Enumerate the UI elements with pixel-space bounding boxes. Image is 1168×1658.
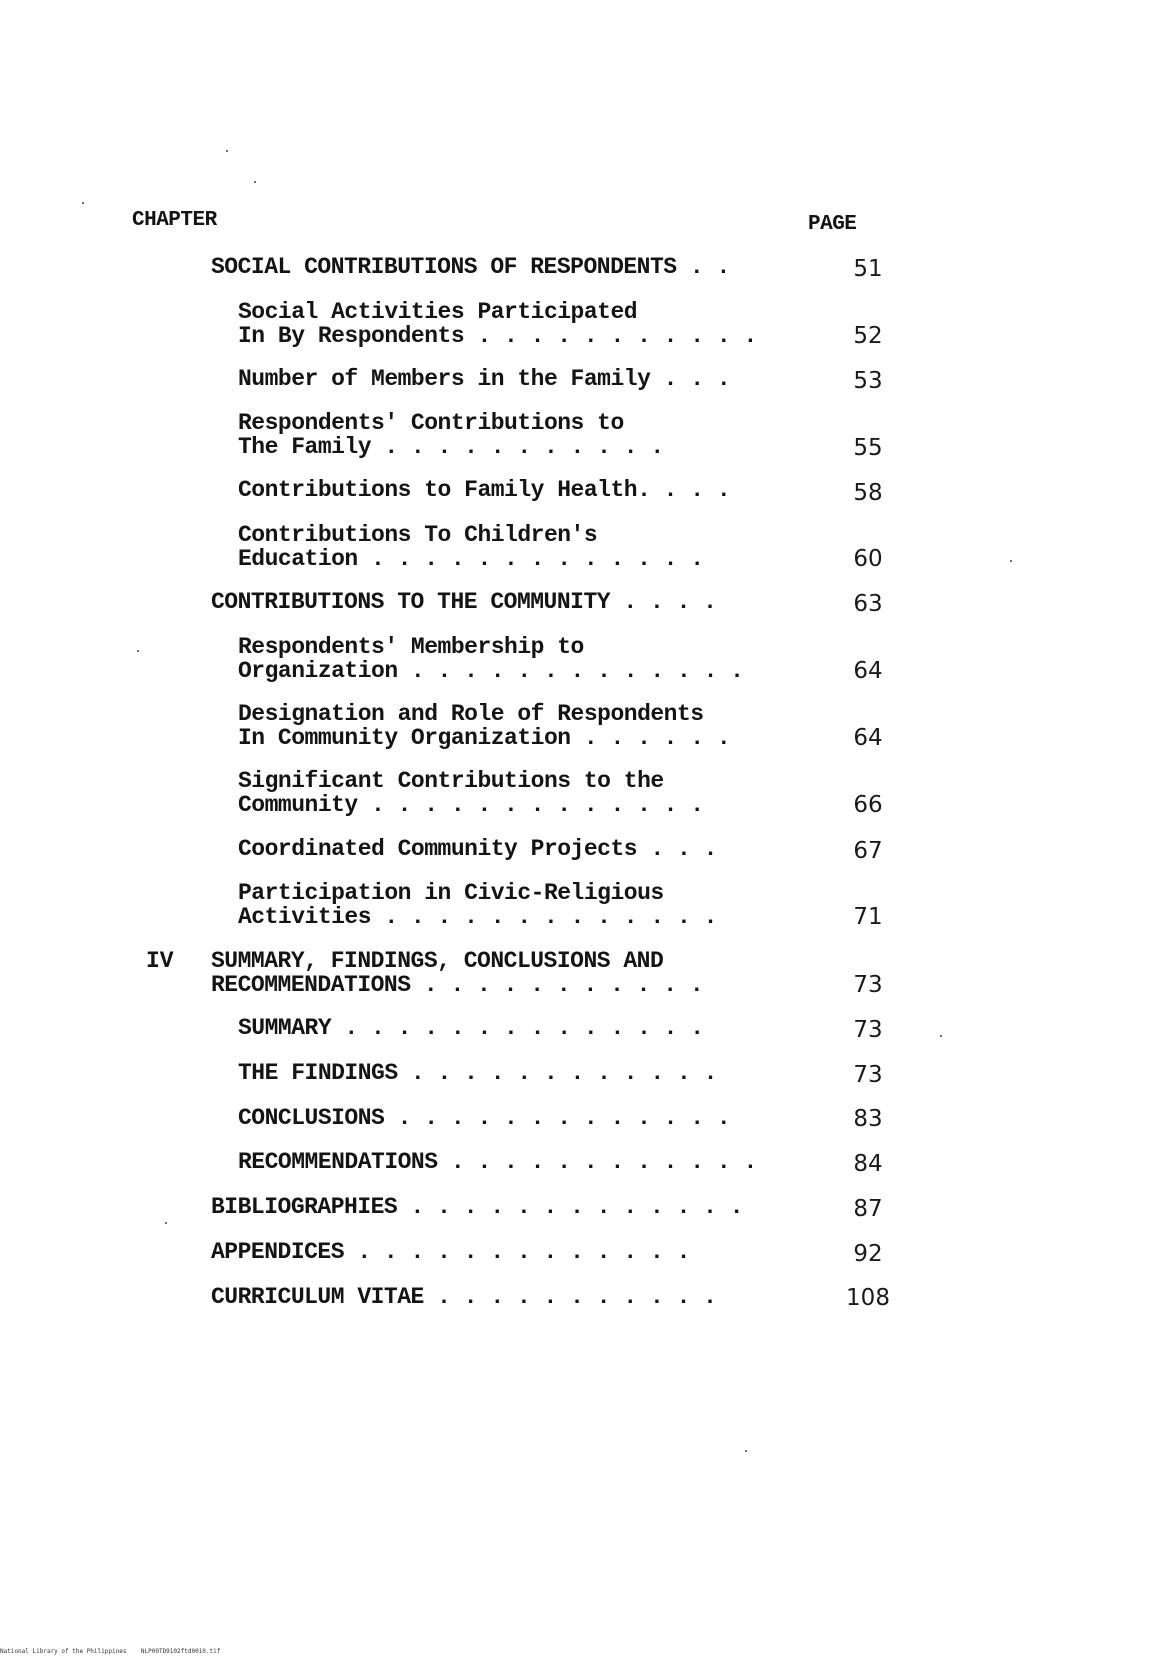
page-number: 58	[853, 480, 883, 506]
page-number: 92	[853, 1241, 883, 1267]
scan-speck	[745, 1450, 747, 1452]
entry-title-line: SUMMARY, FINDINGS, CONCLUSIONS AND	[211, 948, 664, 974]
toc-entry-social-activities	[238, 300, 757, 348]
page-number: 55	[853, 435, 883, 461]
entry-title-line: Participation in Civic-Religious	[238, 880, 664, 906]
scan-speck	[82, 202, 84, 204]
entry-title-line: Respondents' Membership to	[238, 634, 584, 660]
page-number: 84	[853, 1151, 883, 1177]
entry-title-line: SOCIAL CONTRIBUTIONS OF RESPONDENTS . .	[211, 254, 730, 280]
entry-title-line: Activities . . . . . . . . . . . . .	[238, 904, 717, 930]
page-number: 64	[853, 725, 883, 751]
chapter-numeral: IV	[146, 948, 174, 974]
entry-title-line: RECOMMENDATIONS . . . . . . . . . . .	[211, 972, 704, 998]
entry-title-line: Contributions to Family Health. . . .	[238, 477, 731, 503]
entry-title-line: Social Activities Participated	[238, 299, 638, 325]
toc-entry-conclusions	[238, 1106, 730, 1130]
entry-title-line: Number of Members in the Family . . .	[238, 366, 731, 392]
footer-source: National Library of the Philippines	[0, 1648, 127, 1655]
page-number: 71	[853, 904, 883, 930]
page-number: 51	[853, 256, 883, 282]
scan-speck	[254, 181, 256, 183]
toc-entry-community	[211, 590, 717, 614]
scan-footer	[0, 1648, 220, 1655]
entry-title-line: Education . . . . . . . . . . . . .	[238, 546, 704, 572]
scan-speck	[137, 650, 139, 652]
entry-title-line: Coordinated Community Projects . . .	[238, 836, 717, 862]
page-number: 66	[853, 792, 883, 818]
page-number: 63	[853, 591, 883, 617]
toc-entry-coordinated-projects	[238, 837, 717, 861]
scan-speck	[165, 1222, 167, 1224]
entry-title-line: APPENDICES . . . . . . . . . . . . .	[211, 1239, 690, 1265]
entry-title-line: In By Respondents . . . . . . . . . . .	[238, 323, 757, 349]
entry-title-line: CONTRIBUTIONS TO THE COMMUNITY . . . .	[211, 589, 717, 615]
entry-title-line: RECOMMENDATIONS . . . . . . . . . . . .	[238, 1149, 757, 1175]
chapter-column-header: CHAPTER	[132, 209, 217, 232]
page-number: 60	[853, 546, 883, 572]
page-number: 87	[853, 1196, 883, 1222]
toc-entry-civic-religious	[238, 881, 717, 929]
entry-title-line: SUMMARY . . . . . . . . . . . . . .	[238, 1015, 704, 1041]
toc-entry-significant-contributions	[238, 769, 704, 817]
page-number: 53	[853, 368, 883, 394]
scan-speck	[226, 150, 228, 152]
entry-title-line: THE FINDINGS . . . . . . . . . . . .	[238, 1060, 717, 1086]
entry-title-line: Organization . . . . . . . . . . . . .	[238, 658, 744, 684]
page-number: 64	[853, 658, 883, 684]
scan-speck	[1010, 560, 1012, 562]
entry-title-line: In Community Organization . . . . . .	[238, 725, 731, 751]
entry-title-line: Respondents' Contributions to	[238, 410, 624, 436]
toc-entry-membership	[238, 635, 744, 683]
entry-title-line: Contributions To Children's	[238, 522, 598, 548]
toc-entry-findings	[238, 1061, 717, 1085]
toc-entry-summary-findings	[211, 949, 703, 997]
entry-title-line: CURRICULUM VITAE . . . . . . . . . . .	[211, 1284, 717, 1310]
toc-entry-contributions-family	[238, 411, 664, 459]
entry-title-line: Significant Contributions to the	[238, 768, 664, 794]
toc-entry-curriculum-vitae	[211, 1285, 717, 1309]
page-number: 73	[853, 972, 883, 998]
toc-entry-bibliographies	[211, 1195, 743, 1219]
toc-entry-summary	[238, 1016, 704, 1040]
page-number: 83	[853, 1106, 883, 1132]
toc-entry-family-health	[238, 478, 730, 502]
toc-entry-recommendations	[238, 1150, 757, 1174]
toc-entry-designation-role	[238, 702, 730, 750]
page-number: 52	[853, 323, 883, 349]
entry-title-line: BIBLIOGRAPHIES . . . . . . . . . . . . .	[211, 1194, 744, 1220]
entry-title-line: Designation and Role of Respondents	[238, 701, 704, 727]
toc-entry-childrens-education	[238, 523, 704, 571]
entry-title-line: CONCLUSIONS . . . . . . . . . . . . .	[238, 1105, 731, 1131]
entry-title-line: Community . . . . . . . . . . . . .	[238, 792, 704, 818]
page-column-header: PAGE	[808, 213, 857, 236]
footer-file: NLP00TD9102ftd0010.tif	[140, 1648, 221, 1655]
scan-speck	[940, 1035, 942, 1037]
page-number: 67	[853, 838, 883, 864]
page-number: 108	[846, 1285, 890, 1311]
toc-entry-appendices	[211, 1240, 690, 1264]
toc-entry-family-members	[238, 367, 730, 391]
entry-title-line: The Family . . . . . . . . . . .	[238, 434, 664, 460]
page-number: 73	[853, 1017, 883, 1043]
page-number: 73	[853, 1062, 883, 1088]
toc-entry-social-contributions	[211, 255, 730, 279]
